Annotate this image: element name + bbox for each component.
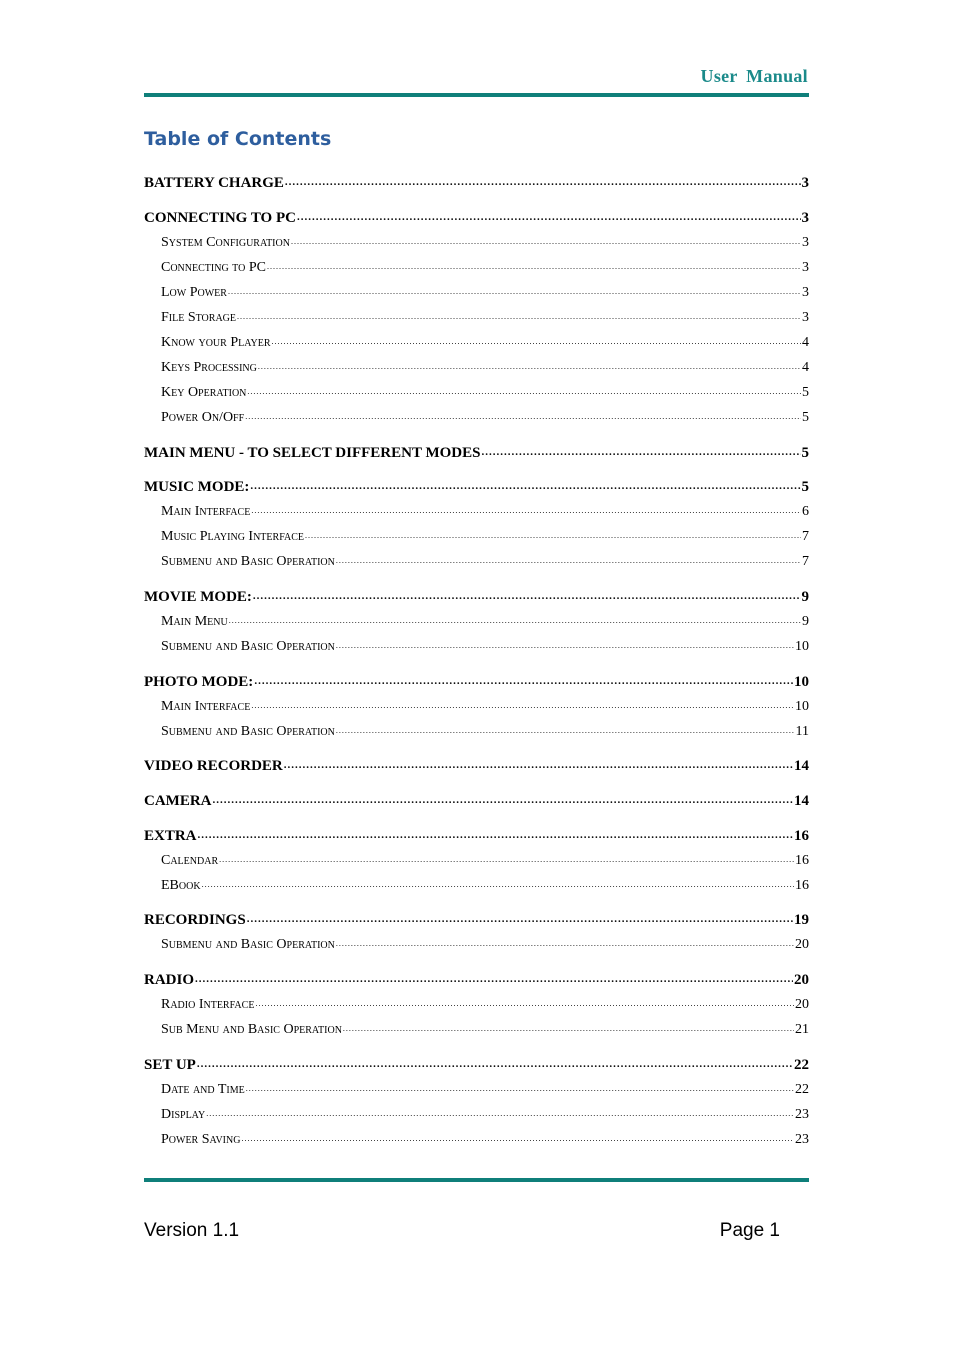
toc-entry-label: Connecting to PC (161, 260, 266, 275)
toc-entry-page: 3 (802, 310, 809, 325)
toc-subentry[interactable] (161, 878, 809, 896)
dot-leader (250, 480, 800, 492)
header-rule (144, 93, 809, 97)
toc-entry[interactable] (144, 674, 809, 694)
toc-entry-label: MAIN MENU - TO SELECT DIFFERENT MODES (144, 445, 481, 461)
toc-subentry[interactable] (161, 410, 809, 428)
toc-entry-page: 3 (802, 285, 809, 300)
toc-entry-label: Date and Time (161, 1082, 245, 1097)
toc-entry-page: 5 (802, 385, 809, 400)
toc-subentry[interactable] (161, 235, 809, 253)
toc-entry[interactable] (144, 479, 809, 499)
dot-leader (195, 973, 793, 985)
toc-entry-page: 4 (802, 335, 809, 350)
toc-entry-page: 23 (795, 1132, 809, 1147)
dot-leader (297, 211, 801, 223)
toc-subentry[interactable] (161, 1132, 809, 1150)
footer-page-number: Page 1 (719, 1220, 780, 1241)
toc-entry-page: 5 (801, 445, 809, 461)
toc-subentry[interactable] (161, 504, 809, 522)
toc-entry[interactable] (144, 912, 809, 932)
toc-entry[interactable] (144, 210, 809, 230)
toc-entry-page: 14 (794, 758, 809, 774)
toc-entry-page: 16 (795, 853, 809, 868)
dot-leader (254, 675, 793, 687)
toc-entry-label: Know your Player (161, 335, 271, 350)
dot-leader (251, 506, 801, 515)
dot-leader (228, 287, 801, 296)
toc-entry[interactable] (144, 445, 809, 465)
toc-entry[interactable] (144, 972, 809, 992)
toc-entry-label: CONNECTING TO PC (144, 210, 296, 226)
toc-entry[interactable] (144, 175, 809, 195)
dot-leader (253, 590, 801, 602)
toc-entry-label: System Configuration (161, 235, 290, 250)
toc-subentry[interactable] (161, 529, 809, 547)
dot-leader (343, 1024, 794, 1033)
toc-entry-label: Submenu and Basic Operation (161, 554, 335, 569)
toc-entry[interactable] (144, 758, 809, 778)
toc-subentry[interactable] (161, 554, 809, 572)
toc-entry-page: 20 (794, 972, 809, 988)
dot-leader (198, 829, 793, 841)
toc-entry-page: 3 (802, 235, 809, 250)
toc-subentry[interactable] (161, 335, 809, 353)
dot-leader (247, 387, 801, 396)
toc-entry-page: 20 (795, 937, 809, 952)
toc-entry-page: 16 (794, 828, 809, 844)
toc-entry-page: 19 (794, 912, 809, 928)
toc-subentry[interactable] (161, 360, 809, 378)
toc-entry-page: 5 (801, 479, 809, 495)
dot-leader (336, 641, 794, 650)
dot-leader (336, 939, 794, 948)
toc-subentry[interactable] (161, 260, 809, 278)
toc-title: Table of Contents (144, 128, 332, 150)
toc-entry-label: Main Interface (161, 699, 251, 714)
dot-leader (305, 531, 801, 540)
footer-rule (144, 1178, 809, 1182)
dot-leader (213, 794, 794, 806)
toc-entry-label: Submenu and Basic Operation (161, 639, 335, 654)
toc-subentry[interactable] (161, 310, 809, 328)
toc-entry-label: Sub Menu and Basic Operation (161, 1022, 342, 1037)
toc-subentry[interactable] (161, 385, 809, 403)
toc-entry-page: 10 (794, 674, 809, 690)
toc-entry-label: File Storage (161, 310, 236, 325)
dot-leader (291, 237, 801, 246)
dot-leader (241, 1134, 794, 1143)
dot-leader (251, 701, 794, 710)
toc-entry-page: 3 (802, 260, 809, 275)
toc-entry[interactable] (144, 589, 809, 609)
toc-entry-label: PHOTO MODE: (144, 674, 254, 690)
toc-entry-page: 20 (795, 997, 809, 1012)
header-title: User Manual (700, 66, 808, 86)
dot-leader (255, 999, 794, 1008)
dot-leader (336, 556, 801, 565)
toc-entry-label: RADIO (144, 972, 195, 988)
toc-entry-page: 21 (795, 1022, 809, 1037)
toc-entry-label: RECORDINGS (144, 912, 246, 928)
toc-entry-label: VIDEO RECORDER (144, 758, 283, 774)
toc-entry[interactable] (144, 828, 809, 848)
toc-entry-page: 9 (801, 589, 809, 605)
toc-entry-page: 3 (801, 210, 809, 226)
dot-leader (246, 1084, 794, 1093)
toc-entry-label: EXTRA (144, 828, 197, 844)
toc-entry-label: Main Interface (161, 504, 251, 519)
dot-leader (284, 759, 793, 771)
toc-subentry[interactable] (161, 724, 809, 742)
toc-entry[interactable] (144, 793, 809, 813)
toc-subentry[interactable] (161, 1022, 809, 1040)
toc-entry-label: Submenu and Basic Operation (161, 937, 335, 952)
toc-entry-label: EBook (161, 878, 201, 893)
toc-entry-label: Submenu and Basic Operation (161, 724, 335, 739)
toc-entry-page: 14 (794, 793, 809, 809)
dot-leader (245, 412, 801, 421)
toc-subentry[interactable] (161, 639, 809, 657)
toc-subentry[interactable] (161, 285, 809, 303)
toc-entry-label: Low Power (161, 285, 227, 300)
toc-entry-page: 3 (801, 175, 809, 191)
toc-entry-page: 6 (802, 504, 809, 519)
toc-entry-page: 7 (802, 554, 809, 569)
toc-entry-page: 7 (802, 529, 809, 544)
toc-entry-page: 10 (795, 699, 809, 714)
toc-entry-page: 22 (794, 1057, 809, 1073)
toc-entry-label: Display (161, 1107, 206, 1122)
dot-leader (267, 262, 801, 271)
dot-leader (229, 616, 801, 625)
toc-subentry[interactable] (161, 699, 809, 717)
dot-leader (237, 312, 801, 321)
dot-leader (206, 1109, 794, 1118)
toc-entry-label: Radio Interface (161, 997, 255, 1012)
toc-entry-label: Main Menu (161, 614, 228, 629)
toc-subentry[interactable] (161, 614, 809, 632)
toc-entry-label: Keys Processing (161, 360, 257, 375)
dot-leader (481, 446, 800, 458)
dot-leader (285, 176, 801, 188)
toc-subentry[interactable] (161, 1107, 809, 1125)
toc-subentry[interactable] (161, 1082, 809, 1100)
toc-entry-page: 23 (795, 1107, 809, 1122)
dot-leader (336, 726, 795, 735)
toc-subentry[interactable] (161, 853, 809, 871)
dot-leader (219, 855, 794, 864)
toc-entry-page: 11 (795, 724, 809, 739)
toc-entry-page: 9 (802, 614, 809, 629)
toc-subentry[interactable] (161, 937, 809, 955)
toc-entry-label: MUSIC MODE: (144, 479, 250, 495)
footer-version: Version 1.1 (144, 1220, 240, 1241)
toc-entry-label: Power Saving (161, 1132, 241, 1147)
toc-entry-label: Power On/Off (161, 410, 245, 425)
dot-leader (247, 913, 793, 925)
toc-entry-label: Music Playing Interface (161, 529, 305, 544)
dot-leader (197, 1058, 793, 1070)
toc-entry[interactable] (144, 1057, 809, 1077)
dot-leader (258, 362, 801, 371)
toc-entry-page: 5 (802, 410, 809, 425)
toc-entry-label: SET UP (144, 1057, 196, 1073)
toc-subentry[interactable] (161, 997, 809, 1015)
dot-leader (272, 337, 801, 346)
toc-entry-label: CAMERA (144, 793, 212, 809)
dot-leader (202, 880, 794, 889)
toc-entry-label: Calendar (161, 853, 219, 868)
toc-entry-label: BATTERY CHARGE (144, 175, 284, 191)
toc-entry-page: 22 (795, 1082, 809, 1097)
toc-entry-page: 10 (795, 639, 809, 654)
toc-entry-label: MOVIE MODE: (144, 589, 252, 605)
toc-entry-page: 16 (795, 878, 809, 893)
toc-entry-page: 4 (802, 360, 809, 375)
toc-entry-label: Key Operation (161, 385, 247, 400)
